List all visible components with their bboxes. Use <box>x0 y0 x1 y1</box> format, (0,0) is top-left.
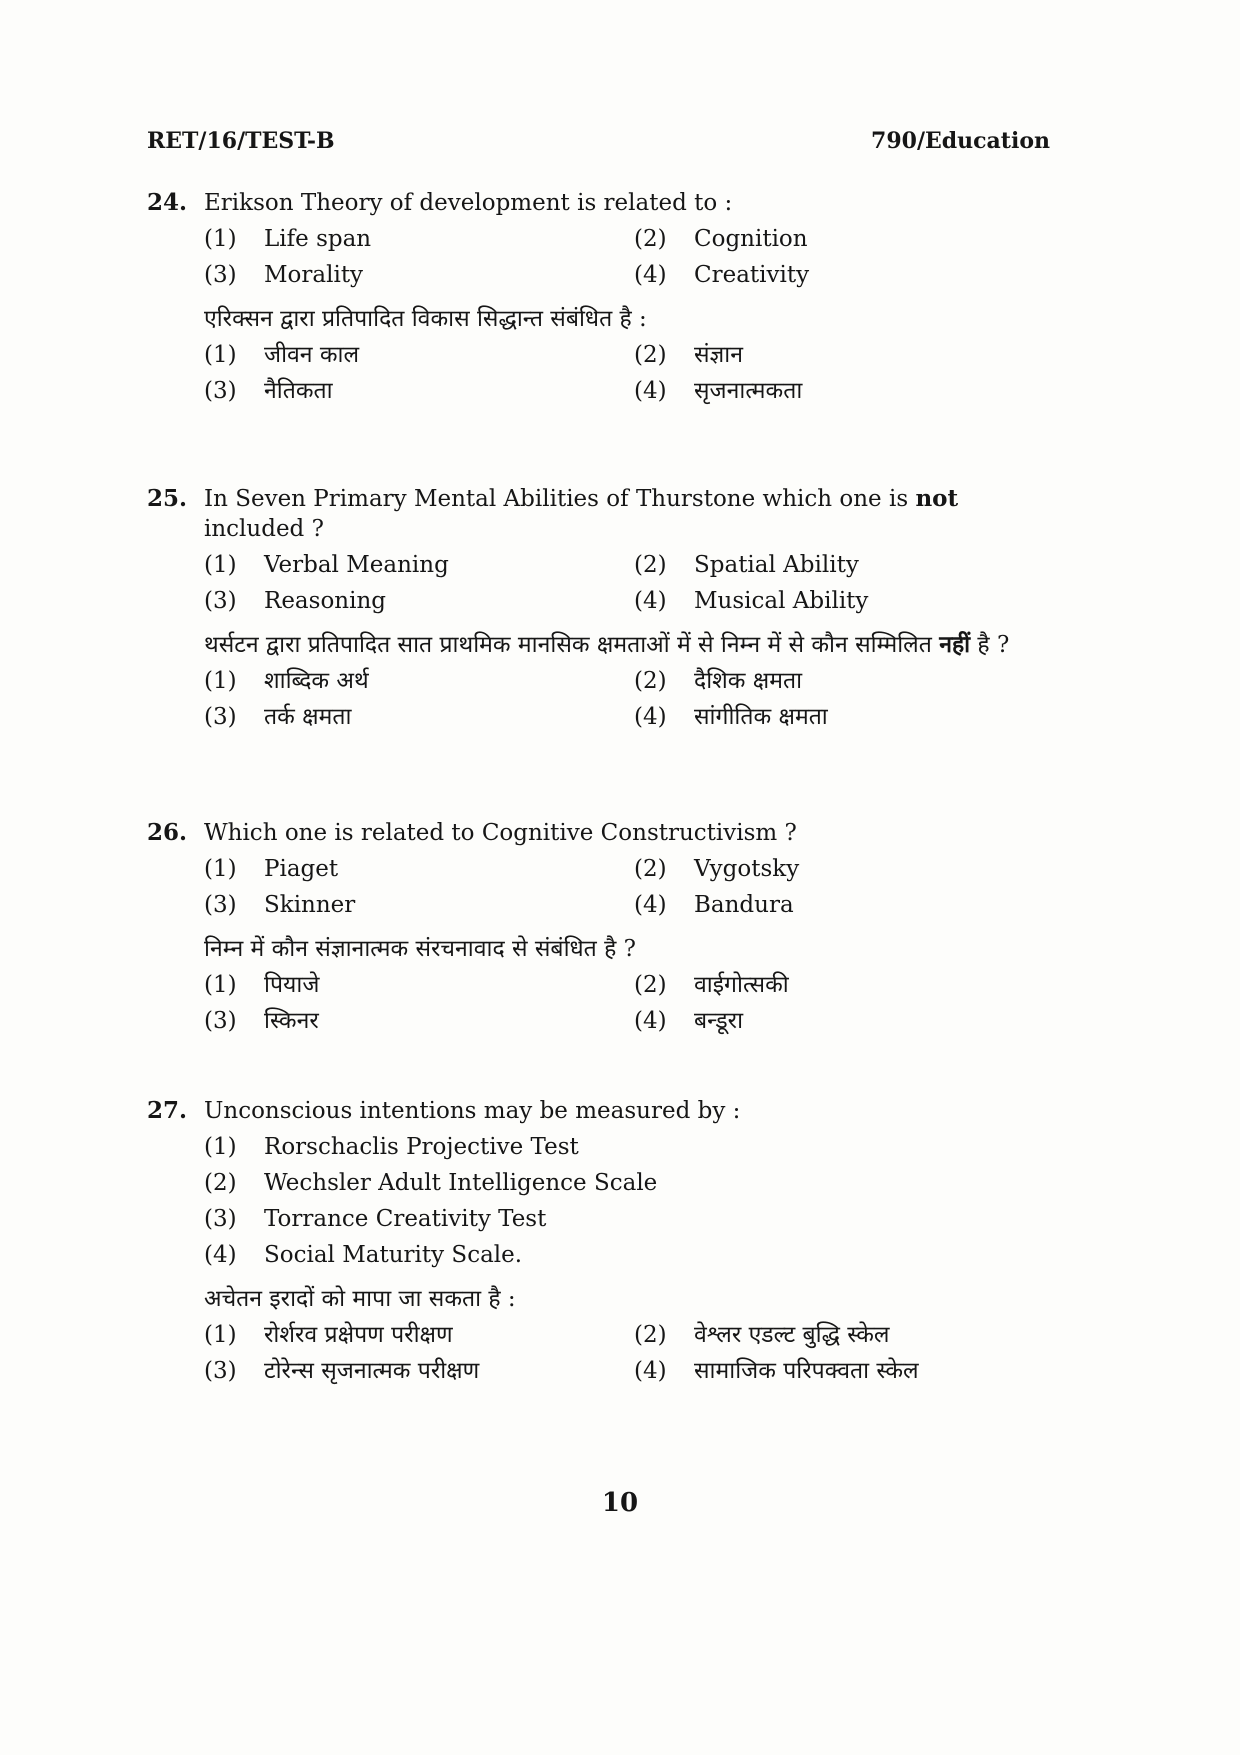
option-1: (1) Rorschaclis Projective Test <box>204 1134 579 1160</box>
question-text-hi: एरिक्सन द्वारा प्रतिपादित विकास सिद्धान्त संबंधित है : <box>204 306 647 332</box>
question-26 <box>147 818 1052 1036</box>
hi-option-1: (1) रोर्शरव प्रक्षेपण परीक्षण <box>204 1322 453 1348</box>
hi-option-1: (1) पियाजे <box>204 972 320 998</box>
option-2: (2) Cognition <box>634 226 808 252</box>
question-text-hi: निम्न में कौन संज्ञानात्मक संरचनावाद से संबंधित है ? <box>204 936 636 962</box>
question-text-en: Which one is related to Cognitive Constructivism ? <box>204 820 797 846</box>
option-2: (2) Vygotsky <box>634 856 800 882</box>
hi-option-2: (2) वाईगोत्सकी <box>634 972 789 998</box>
option-4: (4) Social Maturity Scale. <box>204 1242 523 1268</box>
hi-option-1: (1) शाब्दिक अर्थ <box>204 668 369 694</box>
hi-option-4: (4) सृजनात्मकता <box>634 378 803 404</box>
hi-option-2: (2) संज्ञान <box>634 342 744 368</box>
option-4: (4) Creativity <box>634 262 810 288</box>
option-1: (1) Piaget <box>204 856 339 882</box>
option-3: (3) Skinner <box>204 892 356 918</box>
hi-option-2: (2) वेश्लर एडल्ट बुद्धि स्केल <box>634 1322 890 1348</box>
question-text-en: Unconscious intentions may be measured by : <box>204 1098 741 1124</box>
question-number: 25. <box>147 485 188 512</box>
hi-option-4: (4) सांगीतिक क्षमता <box>634 704 828 730</box>
hi-option-3: (3) तर्क क्षमता <box>204 704 352 730</box>
question-24 <box>147 188 1052 406</box>
hi-option-1: (1) जीवन काल <box>204 342 360 368</box>
hi-option-3: (3) स्किनर <box>204 1008 319 1034</box>
question-text-hi: थर्सटन द्वारा प्रतिपादित सात प्राथमिक मानसिक क्षमताओं में से निम्न में से कौन सम्मिलित नहीं है ? <box>204 631 1010 658</box>
hi-option-4: (4) सामाजिक परिपक्वता स्केल <box>634 1358 919 1384</box>
hi-option-4: (4) बन्डूरा <box>634 1008 744 1034</box>
header-right: 790/Education <box>871 128 1050 154</box>
option-4: (4) Bandura <box>634 892 794 918</box>
question-number: 26. <box>147 819 188 846</box>
header-left: RET/16/TEST-B <box>147 128 335 154</box>
question-text-en: Erikson Theory of development is related to : <box>204 190 733 216</box>
page-number: 10 <box>601 1488 639 1518</box>
option-1: (1) Life span <box>204 226 372 252</box>
option-2: (2) Wechsler Adult Intelligence Scale <box>204 1170 658 1196</box>
option-3: (3) Torrance Creativity Test <box>204 1206 547 1232</box>
question-text-en: In Seven Primary Mental Abilities of Thurstone which one is not included ? <box>204 485 959 542</box>
question-25 <box>147 484 1052 732</box>
hi-option-3: (3) टोरेन्स सृजनात्मक परीक्षण <box>204 1358 480 1384</box>
hi-option-3: (3) नैतिकता <box>204 378 333 404</box>
question-number: 24. <box>147 189 188 216</box>
hi-option-2: (2) दैशिक क्षमता <box>634 668 803 694</box>
question-27 <box>147 1096 1052 1386</box>
option-3: (3) Morality <box>204 262 364 288</box>
option-4: (4) Musical Ability <box>634 588 869 614</box>
option-2: (2) Spatial Ability <box>634 552 859 578</box>
option-3: (3) Reasoning <box>204 588 386 614</box>
question-number: 27. <box>147 1097 188 1124</box>
question-text-hi: अचेतन इरादों को मापा जा सकता है : <box>204 1286 516 1312</box>
option-1: (1) Verbal Meaning <box>204 552 449 578</box>
